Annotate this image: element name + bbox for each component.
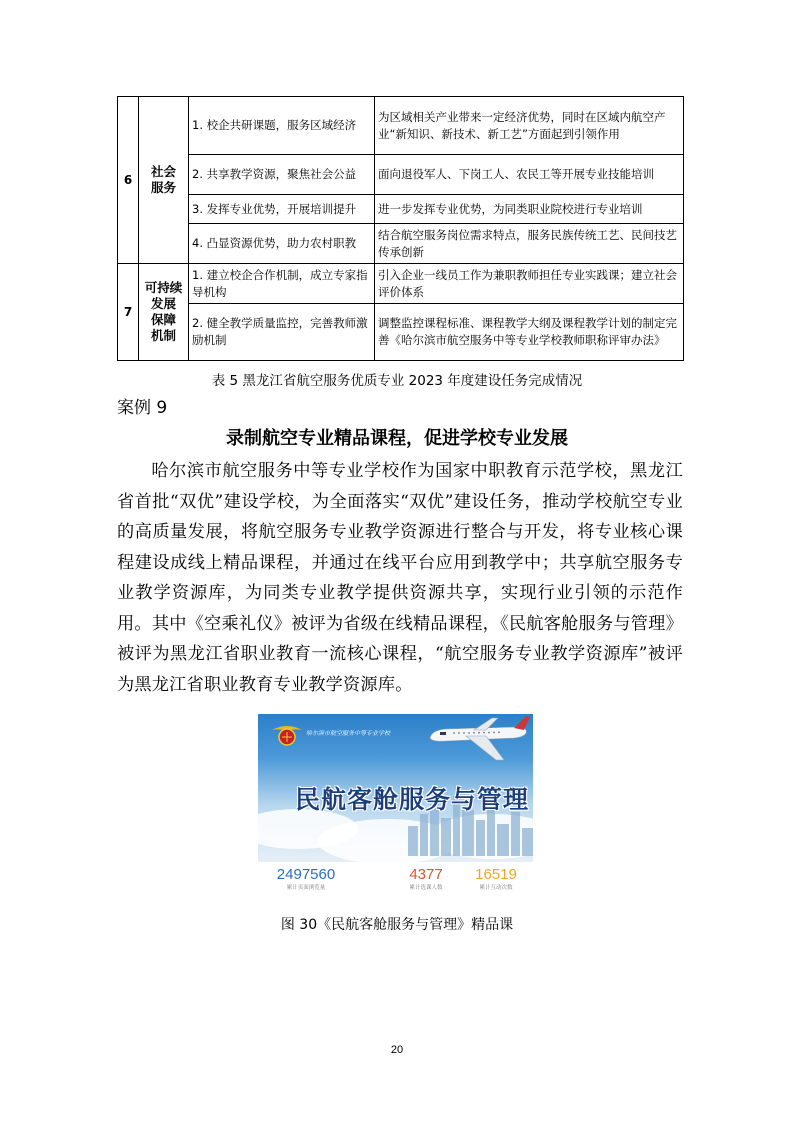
case-label: 案例 9 (117, 398, 168, 418)
category-line: 可持续 (144, 280, 183, 295)
result-cell: 引入企业一线员工作为兼职教师担任专业实践课；建立社会评价体系 (375, 264, 684, 304)
figure-caption: 图 30《民航客舱服务与管理》精品课 (280, 917, 514, 933)
category-line: 保障 (150, 312, 176, 327)
course-banner (258, 714, 533, 862)
table-row (118, 264, 684, 304)
table-row (118, 304, 684, 361)
stat-interactions (466, 866, 526, 892)
task-completion-table (117, 96, 684, 361)
result-cell: 为区域相关产业带来一定经济优势，同时在区域内航空产业“新知识、新技术、新工艺”方面起到引领作用 (375, 97, 684, 155)
result-cell: 面向退役军人、下岗工人、农民工等开展专业技能培训 (375, 155, 684, 195)
task-cell: 1. 建立校企合作机制，成立专家指导机构 (189, 264, 375, 304)
stat-label: 累计页面浏览量 (286, 885, 326, 891)
airplane-icon (426, 716, 531, 764)
row-number: 6 (118, 97, 139, 264)
table-row (118, 97, 684, 155)
course-stats (258, 866, 533, 900)
course-image (258, 714, 533, 900)
stat-value: 2497560 (276, 866, 336, 883)
stat-label: 累计选课人数 (409, 885, 443, 891)
table-caption: 表 5 黑龙江省航空服务优质专业 2023 年度建设任务完成情况 (211, 373, 583, 389)
category-line: 机制 (150, 328, 176, 343)
banner-title: 民航客舱服务与管理 (295, 785, 530, 814)
task-cell: 2. 共享教学资源，聚焦社会公益 (189, 155, 375, 195)
row-category (139, 97, 189, 264)
stat-value: 16519 (475, 866, 517, 883)
school-logo-icon (270, 722, 304, 748)
result-cell: 调整监控课程标准、课程教学大纲及课程教学计划的制定完善《哈尔滨市航空服务中等专业学校教师职称评审办法》 (375, 304, 684, 361)
task-cell: 2. 健全教学质量监控，完善教师激励机制 (189, 304, 375, 361)
task-cell: 1. 校企共研课题，服务区域经济 (189, 97, 375, 155)
category-line: 发展 (150, 296, 176, 311)
result-cell: 进一步发挥专业优势，为同类职业院校进行专业培训 (375, 195, 684, 224)
stat-value: 4377 (409, 866, 443, 883)
section-title: 录制航空专业精品课程，促进学校专业发展 (226, 428, 568, 449)
table-row (118, 155, 684, 195)
row-category (139, 264, 189, 361)
table-row (118, 224, 684, 264)
stat-page-views (264, 866, 348, 892)
category-text: 社会服务 (150, 164, 176, 195)
stat-enrollments (396, 866, 456, 892)
row-number: 7 (118, 264, 139, 361)
body-paragraph: 哈尔滨市航空服务中等专业学校作为国家中职教育示范学校，黑龙江省首批“双优”建设学校，为全面落实“双优”建设任务，推动学校航空专业的高质量发展，将航空服务专业教学资源进行整合与开发，将专业核心课程建设成线上精品课程，并通过在线平台应用到教学中；共享航空服务专业教学资源库，为同类专业教学提供资源共享，实现行业引领的示范作用。其中《空乘礼仪》被评为省级在线精品课程，《民航客舱服务与管理》被评为黑龙江省职业教育一流核心课程，“航空服务专业教学资源库”被评为黑龙江省职业教育专业教学资源库。 (117, 461, 683, 695)
table-row (118, 195, 684, 224)
task-cell: 4. 凸显资源优势，助力农村职教 (189, 224, 375, 264)
result-cell: 结合航空服务岗位需求特点，服务民族传统工艺、民间技艺传承创新 (375, 224, 684, 264)
school-name: 哈尔滨市航空服务中等专业学校 (306, 730, 391, 737)
stat-label: 累计互动次数 (479, 885, 513, 891)
page-number: 20 (390, 1044, 404, 1056)
task-cell: 3. 发挥专业优势，开展培训提升 (189, 195, 375, 224)
